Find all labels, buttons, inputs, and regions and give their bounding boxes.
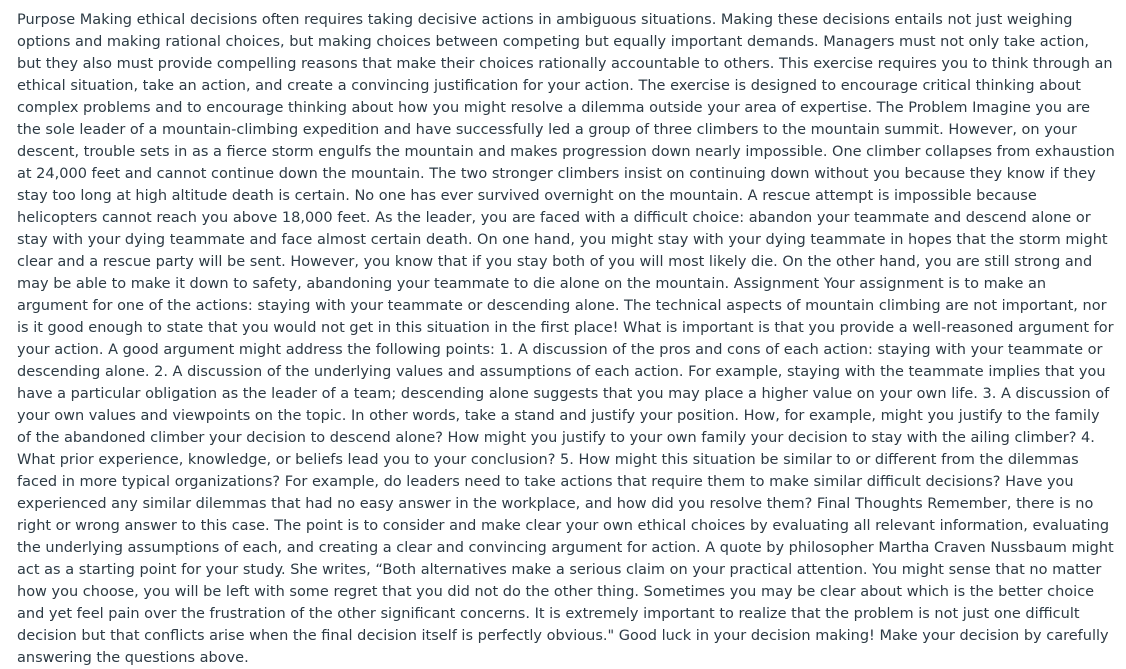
assignment-body-text: Purpose Making ethical decisions often requires taking decisive actions in ambiguous situations. Making these decisions entails not just weighing options and making rational choices, but making choices between competing but equally important demands. Managers must not only take action, but they also must provide compelling reasons that make their choices rationally accountable to others. This exercise requires you to think through an ethical situation, take an action, and create a convincing justification for your action. The exercise is designed to encourage critical thinking about complex problems and to encourage thinking about how you might resolve a dilemma outside your area of expertise. The Problem Imagine you are the sole leader of a mountain-climbing expedition and have successfully led a group of three climbers to the mountain summit. However, on your descent, trouble sets in as a fierce storm engulfs the mountain and makes progression down nearly impossible. One climber collapses from exhaustion at 24,000 feet and cannot continue down the mountain. The two stronger climbers insist on continuing down without you because they know if they stay too long at high altitude death is certain. No one has ever survived overnight on the mountain. A rescue attempt is impossible because helicopters cannot reach you above 18,000 feet. As the leader, you are faced with a difficult choice: abandon your teammate and descend alone or stay with your dying teammate and face almost certain death. On one hand, you might stay with your dying teammate in hopes that the storm might clear and a rescue party will be sent. However, you know that if you stay both of you will most likely die. On the other hand, you are still strong and may be able to make it down to safety, abandoning your teammate to die alone on the mountain. Assignment Your assignment is to make an argument for one of the actions: staying with your teammate or descending alone. The technical aspects of mountain climbing are not important, nor is it good enough to state that you would not get in this situation in the first place! What is important is that you provide a well-reasoned argument for your action. A good argument might address the following points: 1. A discussion of the pros and cons of each action: staying with your teammate or descending alone. 2. A discussion of the underlying values and assumptions of each action. For example, staying with the teammate implies that you have a particular obligation as the leader of a team; descending alone suggests that you may place a higher value on your own life. 3. A discussion of your own values and viewpoints on the topic. In other words, take a stand and justify your position. How, for example, might you justify to the family of the abandoned climber your decision to descend alone? How might you justify to your own family your decision to stay with the ailing climber? 4. What prior experience, knowledge, or beliefs lead you to your conclusion? 5. How might this situation be similar to or different from the dilemmas faced in more typical organizations? For example, do leaders need to take actions that require them to make similar difficult decisions? Have you experienced any similar dilemmas that had no easy answer in the workplace, and how did you resolve them? Final Thoughts Remember, there is no right or wrong answer to this case. The point is to consider and make clear your own ethical choices by evaluating all relevant information, evaluating the underlying assumptions of each, and creating a clear and convincing argument for action. A quote by philosopher Martha Craven Nussbaum might act as a starting point for your study. She writes, “Both alternatives make a serious claim on your practical attention. You might sense that no matter how you choose, you will be left with some regret that you did not do the other thing. Sometimes you may be clear about which is the better choice and yet feel pain over the frustration of the other significant concerns. It is extremely important to realize that the problem is not just one difficult decision but that conflicts arise when the final decision itself is perfectly obvious." Good luck in your decision making! Make your decision by carefully answering the questions above. bbox=[17, 12, 1115, 666]
